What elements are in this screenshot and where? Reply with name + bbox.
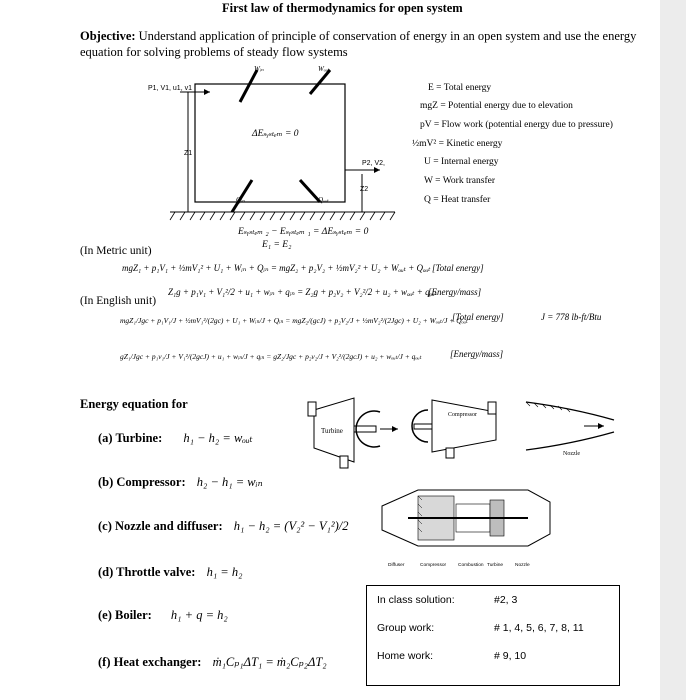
w-out-label: Wₒᵤₜ (318, 65, 330, 73)
page-title: First law of thermodynamics for open system (222, 1, 463, 15)
metric-equation-note: [Total energy] (432, 263, 484, 273)
compressor-item-label: (b) Compressor: (98, 475, 186, 489)
legend-total-energy: E = Total energy (428, 83, 492, 93)
compressor-drawing-label: Compressor (448, 412, 477, 418)
legend-kinetic-energy: ½mV² = Kinetic energy (412, 139, 503, 149)
throttle-valve-formula: h₁ = h₂ (206, 565, 243, 579)
q-out-label: Qₒᵤₜ (318, 196, 329, 204)
z2-label: Z2 (360, 186, 369, 193)
compressor-formula: h₂ − h₁ = wᵢₙ (196, 475, 263, 489)
boiler-formula: h₁ + q = h₂ (170, 608, 228, 622)
group-work-value: # 1, 4, 5, 6, 7, 8, 11 (494, 622, 584, 634)
metric-equation: mgZ₁ + p₁V₁ + ½mV₁² + U₁ + Wᵢₙ + Qᵢₙ = mgZ₂ + p₂V₂ + ½mV₂² + U₂ + Wₒᵤₜ + Qₒᵤₜ (122, 263, 431, 273)
compressor-item (98, 474, 263, 490)
in-class-label: In class solution: (377, 594, 455, 606)
turbine-item (98, 430, 253, 446)
throttle-valve-item (98, 565, 242, 580)
nozzle-drawing (522, 398, 618, 454)
in-class-value: #2, 3 (494, 594, 518, 606)
delta-e-label: ΔEₛᵧₛₜₑₘ = 0 (252, 129, 299, 139)
nozzle-diffuser-item-label: (c) Nozzle and diffuser: (98, 519, 223, 533)
engine-part-combustion: Combustion (458, 563, 484, 568)
balance-equation-1: Eₛᵧₛₜₑₘ ₂ − Eₛᵧₛₜₑₘ ₁ = ΔEₛᵧₛₜₑₘ = 0 (238, 227, 369, 237)
objective-paragraph (80, 28, 640, 60)
legend-flow-work: pV = Flow work (potential energy due to pressure) (420, 120, 613, 130)
engine-part-diffuser: Diffuser (388, 563, 405, 568)
boiler-item-label: (e) Boiler: (98, 608, 152, 622)
english-mass-equation: gZ₁/Jgc + p₁v₁/J + V₁²/(2gcJ) + u₁ + wᵢₙ/J + qᵢₙ = gZ₂/Jgc + p₂v₂/J + V₂²/(2gcJ) + u₂ + wₒᵤₜ/J + qₒᵤₜ (120, 352, 422, 361)
throttle-valve-item-label: (d) Throttle valve: (98, 565, 196, 579)
home-work-value: # 9, 10 (494, 650, 527, 662)
engine-part-turbine: Turbine (487, 563, 504, 568)
compressor-drawing (404, 392, 504, 460)
home-work-label: Home work: (377, 650, 434, 662)
turbine-item-label: (a) Turbine: (98, 431, 163, 445)
legend-internal-energy: U = Internal energy (424, 157, 499, 167)
english-mass-note: [Energy/mass] (450, 349, 504, 359)
balance-equation-2: E₁ = E₂ (262, 240, 292, 250)
outlet-label: P2, V2, (362, 160, 385, 167)
assignments-box (366, 585, 620, 686)
q-in-label: Qᵢₙ (236, 196, 245, 204)
turbine-drawing-label: Turbine (321, 427, 343, 435)
nozzle-diffuser-formula: h₁ − h₂ = (V₂² − V₁²)/2 (233, 519, 349, 533)
heat-exchanger-formula: ṁ₁Cₚ₁ΔT₁ = ṁ₂Cₚ₂ΔT₂ (212, 655, 327, 669)
english-equation-note: [Total energy] (452, 312, 504, 322)
turbine-formula: h₁ − h₂ = wₒᵤₜ (183, 431, 253, 445)
turbine-drawing (294, 390, 406, 470)
energy-section-heading: Energy equation for (80, 397, 188, 411)
w-in-label: Wᵢₙ (254, 65, 264, 73)
nozzle-diffuser-item (98, 519, 349, 534)
jet-engine-drawing (378, 476, 554, 562)
heat-exchanger-item-label: (f) Heat exchanger: (98, 655, 202, 669)
legend-work-transfer: W = Work transfer (424, 176, 495, 186)
z1-label: Z1 (184, 150, 193, 157)
group-work-label: Group work: (377, 622, 435, 634)
nozzle-drawing-label: Nozzle (563, 451, 580, 457)
inlet-label: P1, V1, u1, v1 (148, 85, 192, 92)
boiler-item (98, 608, 228, 623)
engine-part-nozzle: Nozzle (515, 563, 530, 568)
objective-text: Understand application of principle of conservation of energy in an open system and use the energy equation for solving problems of steady flow systems (80, 29, 637, 59)
heat-exchanger-item (98, 654, 327, 670)
j-value: J = 778 lb-ft/Btu (541, 312, 602, 322)
legend-heat-transfer: Q = Heat transfer (424, 195, 491, 205)
engine-part-compressor: Compressor (420, 563, 447, 568)
english-unit-label: (In English unit) (80, 295, 157, 307)
metric-unit-label: (In Metric unit) (80, 245, 152, 257)
objective-label: Objective: (80, 29, 136, 43)
legend-potential-energy: mgZ = Potential energy due to elevation (420, 101, 573, 111)
metric-mass-note: [Energy/mass] (428, 287, 482, 297)
metric-mass-equation: Z₁g + p₁v₁ + V₁²/2 + u₁ + wᵢₙ + qᵢₙ = Z₂g + p₂v₂ + V₂²/2 + u₂ + wₒᵤₜ + qₒᵤₜ (168, 287, 437, 297)
english-equation: mgZ₁/Jgc + p₁V₁/J + ½mV₁²/(2gc) + U₁ + Wᵢₙ/J + Qᵢₙ = mgZ₂/(gcJ) + p₂V₂/J + ½mV₂²/(2Jgc) + U₂ + Wₒᵤₜ/J + Qₒᵤₜ (120, 316, 468, 325)
